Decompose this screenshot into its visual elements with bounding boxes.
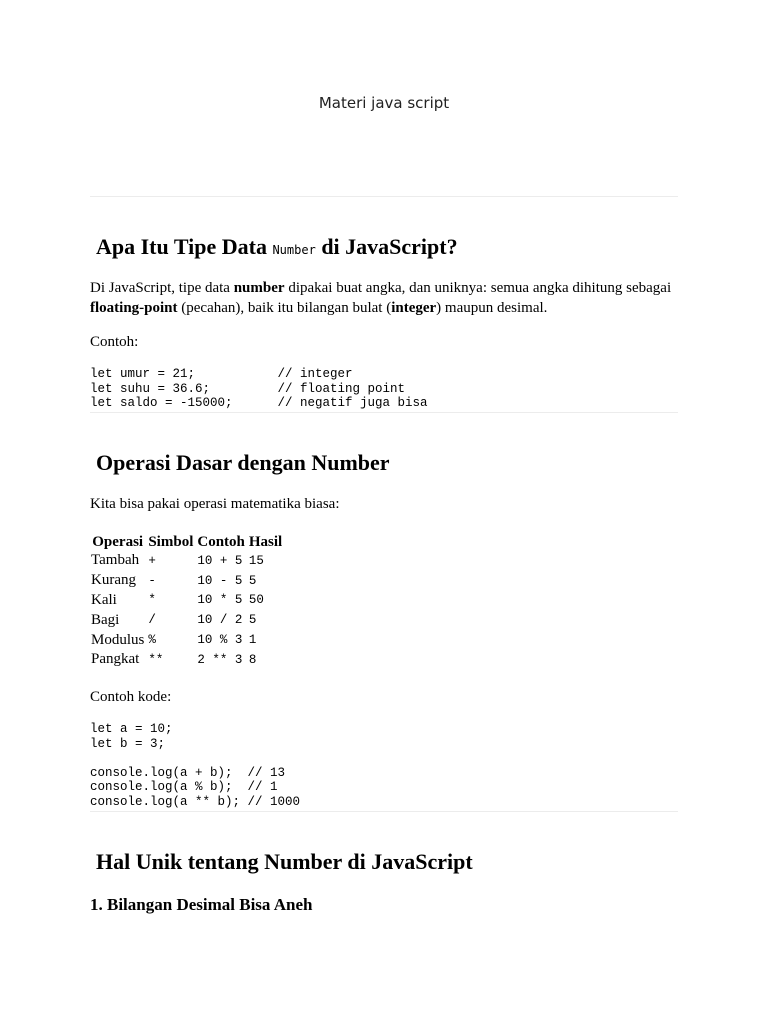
cell-simbol: %: [148, 633, 156, 648]
cell-contoh: 10 / 2: [197, 613, 243, 628]
cell-hasil: 15: [248, 553, 264, 568]
cell-operasi: Pangkat: [91, 651, 140, 668]
column-header: Contoh: [197, 534, 245, 550]
divider: [90, 196, 678, 197]
bold-text: floating-point: [90, 300, 178, 316]
cell-simbol: -: [148, 573, 156, 588]
bold-text: integer: [391, 300, 437, 316]
table-row: [89, 591, 284, 611]
heading-text: di JavaScript?: [321, 234, 458, 259]
column-header: Simbol: [148, 534, 194, 550]
table-row: [89, 571, 284, 591]
cell-simbol: *: [148, 593, 156, 608]
column-header: Operasi: [92, 534, 144, 550]
cell-hasil: 50: [248, 593, 264, 608]
code-block-number-examples: let umur = 21; // integer let suhu = 36.6; // floating point let saldo = -15000; // negatif juga bisa: [90, 367, 428, 411]
subheading-decimal: 1. Bilangan Desimal Bisa Aneh: [90, 895, 313, 914]
code-block-operations: let a = 10; let b = 3; console.log(a + b); // 13 console.log(a % b); // 1 console.log(a ** b); // 1000: [90, 722, 301, 809]
cell-contoh: 10 * 5: [197, 593, 243, 608]
operations-table: [89, 532, 284, 670]
cell-operasi: Kurang: [91, 572, 136, 589]
column-header: Hasil: [248, 534, 283, 550]
text: dipakai buat angka, dan uniknya: semua angka dihitung sebagai: [284, 280, 672, 296]
table-row: [89, 650, 284, 670]
cell-contoh: 10 - 5: [197, 573, 243, 588]
cell-operasi: Bagi: [91, 611, 120, 628]
cell-hasil: 8: [248, 652, 257, 667]
page-header-title: Materi java script: [318, 94, 450, 112]
cell-operasi: Modulus: [91, 631, 145, 648]
inline-code-number: Number: [272, 243, 316, 257]
text: (pecahan), baik itu bilangan bulat (: [177, 300, 392, 316]
paragraph-number-intro: [90, 278, 680, 318]
section-heading-operations: [90, 449, 390, 477]
section-heading-unique-number: [90, 848, 473, 876]
code-example-label: Contoh kode:: [90, 689, 172, 705]
cell-simbol: +: [148, 553, 156, 568]
heading-text: Apa Itu Tipe Data: [96, 234, 267, 259]
cell-operasi: Tambah: [91, 552, 140, 569]
heading-text: Hal Unik tentang Number di JavaScript: [96, 849, 473, 874]
heading-text: Operasi Dasar dengan Number: [96, 450, 390, 475]
section-heading-number-type: [90, 233, 458, 264]
text: ) maupun desimal.: [436, 300, 548, 316]
contoh-label: Contoh:: [90, 334, 139, 350]
cell-contoh: 10 % 3: [197, 633, 243, 648]
divider: [90, 412, 678, 413]
divider: [90, 811, 678, 812]
cell-simbol: **: [148, 652, 164, 667]
table-header-row: [89, 532, 284, 551]
cell-hasil: 5: [248, 613, 257, 628]
cell-operasi: Kali: [91, 591, 117, 608]
text: Di JavaScript, tipe data: [90, 280, 234, 296]
cell-simbol: /: [148, 613, 156, 628]
table-row: [89, 551, 284, 571]
table-row: [89, 610, 284, 630]
paragraph-operations-intro: Kita bisa pakai operasi matematika biasa:: [90, 496, 340, 512]
cell-hasil: 1: [248, 633, 257, 648]
cell-contoh: 2 ** 3: [197, 652, 243, 667]
cell-contoh: 10 + 5: [197, 553, 243, 568]
table-row: [89, 630, 284, 650]
bold-text: number: [233, 280, 285, 296]
cell-hasil: 5: [248, 573, 257, 588]
